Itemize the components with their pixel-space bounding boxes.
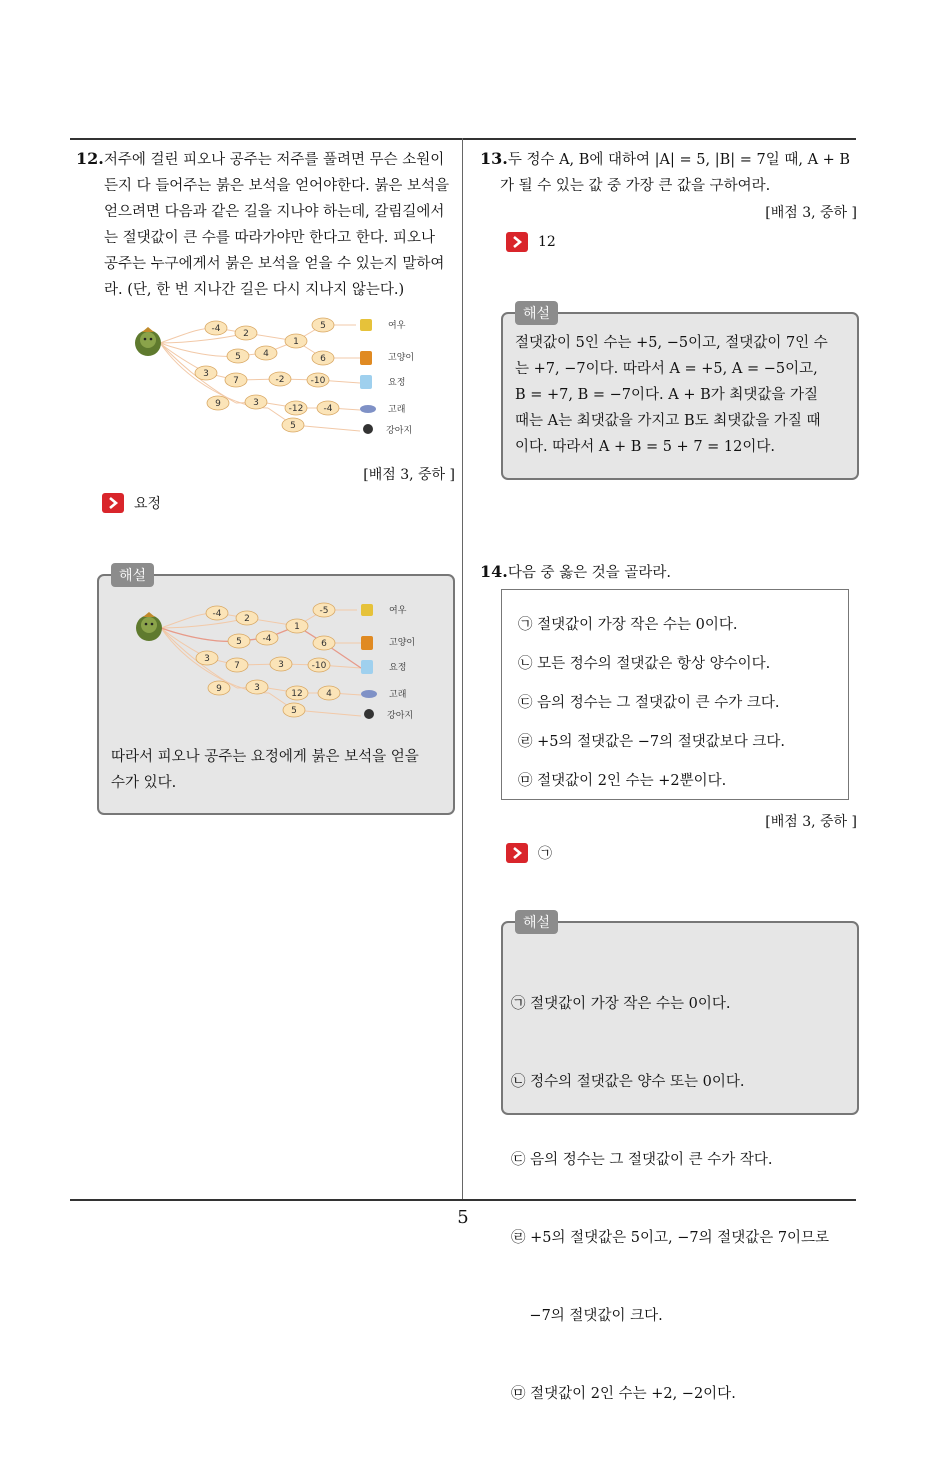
- question-12-answer: [102, 493, 161, 513]
- question-number: 14.: [480, 562, 508, 581]
- svg-text:고양이: 고양이: [388, 353, 415, 363]
- path-node-label: 1: [293, 337, 299, 347]
- question-12-meta: [배점 3, 중하 ]: [363, 467, 455, 483]
- svg-text:고래: 고래: [389, 690, 407, 700]
- question-14-explanation: [501, 915, 859, 1402]
- path-node-label: -4: [212, 609, 222, 619]
- path-node-label: 3: [278, 660, 284, 670]
- choice-item: ㉡ 모든 정수의 절댓값은 항상 양수이다.: [518, 656, 771, 672]
- question-14-choices: [501, 589, 849, 800]
- fairy-icon: [361, 660, 406, 674]
- question-number: 12.: [76, 149, 104, 168]
- path-diagram: [128, 313, 428, 443]
- path-node-label: 3: [204, 654, 210, 664]
- fairy-icon: [360, 375, 405, 389]
- cat-icon: [361, 636, 415, 650]
- path-node-label: -12: [288, 404, 304, 414]
- path-node-label: 5: [291, 706, 297, 716]
- question-12-line-1: 12.저주에 걸린 피오나 공주는 저주를 풀려면 무슨 소원이: [76, 149, 445, 168]
- path-node-label: 5: [290, 421, 296, 431]
- answer-arrow-icon: [102, 493, 124, 513]
- question-13-answer: [506, 232, 556, 252]
- question-12-explanation: [97, 568, 455, 815]
- path-node-label: 7: [234, 661, 240, 671]
- answer-text: 요정: [134, 496, 162, 512]
- question-12-line-6: 라. (단, 한 번 지나간 길은 다시 지나지 않는다.): [104, 282, 405, 298]
- path-node-label: -5: [319, 606, 329, 616]
- question-14-prompt: 다음 중 옳은 것을 골라라.: [507, 565, 671, 581]
- explanation-body: [515, 330, 849, 460]
- explanation-line: 이다. 따라서 A + B = 5 + 7 = 12이다.: [515, 439, 775, 455]
- question-12-line-2: 든지 다 들어주는 붉은 보석을 얻어야한다. 붉은 보석을: [104, 178, 450, 194]
- path-node-label: 3: [253, 398, 259, 408]
- dog-icon: [363, 424, 412, 436]
- princess-fiona: [136, 612, 162, 641]
- choice-item: ㉢ 음의 정수는 그 절댓값이 큰 수가 크다.: [518, 695, 780, 711]
- path-node-label: 6: [321, 639, 327, 649]
- explanation-tag: 해설: [515, 910, 558, 934]
- choice-item: ㉣ +5의 절댓값은 −7의 절댓값보다 크다.: [518, 734, 785, 750]
- explanation-body: [511, 939, 851, 1459]
- question-13: [480, 146, 860, 199]
- explanation-line: 수가 있다.: [111, 775, 177, 791]
- question-13-line-1: 13.두 정수 A, B에 대하여 |A| = 5, |B| = 7일 때, A + B: [480, 149, 851, 168]
- path-node-label: 6: [320, 354, 326, 364]
- answer-text: ㉠: [538, 846, 552, 862]
- explanation-tag: 해설: [515, 301, 558, 325]
- path-node-label: 4: [326, 689, 332, 699]
- whale-icon: [360, 403, 405, 415]
- explanation-line: ㉡ 정수의 절댓값은 양수 또는 0이다.: [511, 1074, 745, 1090]
- path-node-label: -2: [275, 375, 285, 385]
- svg-text:요정: 요정: [388, 378, 406, 388]
- question-12-line-4: 는 절댓값이 큰 수를 따라가야만 한다고 한다. 피오나: [104, 230, 436, 246]
- path-node-label: -10: [311, 661, 327, 671]
- question-14-answer: [506, 843, 552, 863]
- explanation-line: ㉣ +5의 절댓값은 5이고, −7의 절댓값은 7이므로: [511, 1230, 830, 1246]
- path-node-label: -4: [323, 404, 333, 414]
- column-divider: [462, 138, 463, 1201]
- question-number: 13.: [480, 149, 508, 168]
- question-14: [480, 559, 860, 586]
- path-diagram-solution: [129, 598, 429, 728]
- choice-item: ㉠ 절댓값이 가장 작은 수는 0이다.: [518, 617, 738, 633]
- path-node-label: -4: [211, 324, 221, 334]
- question-14-meta: [배점 3, 중하 ]: [765, 814, 857, 830]
- explanation-line: −7의 절댓값이 크다.: [511, 1308, 663, 1324]
- svg-text:강아지: 강아지: [386, 426, 413, 436]
- svg-text:여우: 여우: [388, 321, 406, 331]
- path-node-label: -4: [262, 634, 272, 644]
- explanation-line: ㉢ 음의 정수는 그 절댓값이 큰 수가 작다.: [511, 1152, 773, 1168]
- answer-arrow-icon: [506, 232, 528, 252]
- path-node-label: 9: [215, 399, 221, 409]
- path-node-label: 2: [243, 329, 249, 339]
- path-node-label: 5: [235, 352, 241, 362]
- top-rule: [70, 138, 856, 140]
- explanation-tag: 해설: [111, 563, 154, 587]
- question-13-explanation: [501, 306, 859, 480]
- svg-text:강아지: 강아지: [387, 711, 414, 721]
- svg-text:요정: 요정: [389, 663, 407, 673]
- path-node-label: 12: [291, 689, 303, 699]
- princess-fiona: [135, 327, 161, 356]
- svg-text:고래: 고래: [388, 405, 406, 415]
- svg-text:여우: 여우: [389, 606, 407, 616]
- path-node-label: 9: [216, 684, 222, 694]
- svg-text:고양이: 고양이: [389, 638, 416, 648]
- explanation-line: ㉤ 절댓값이 2인 수는 +2, −2이다.: [511, 1386, 736, 1402]
- path-node-label: 5: [320, 321, 326, 331]
- choice-item: ㉤ 절댓값이 2인 수는 +2뿐이다.: [518, 773, 727, 789]
- path-node-label: 4: [263, 349, 269, 359]
- path-node-label: 1: [294, 622, 300, 632]
- question-13-line-2: 가 될 수 있는 값 중 가장 큰 값을 구하여라.: [500, 178, 771, 194]
- path-node-label: 7: [233, 376, 239, 386]
- path-node-label: 2: [244, 614, 250, 624]
- dog-icon: [364, 709, 413, 721]
- path-node-label: 3: [203, 369, 209, 379]
- path-node-label: 3: [254, 683, 260, 693]
- page-number: 5: [457, 1207, 469, 1228]
- explanation-line: ㉠ 절댓값이 가장 작은 수는 0이다.: [511, 996, 731, 1012]
- path-node-label: -10: [310, 376, 326, 386]
- whale-icon: [361, 688, 406, 700]
- answer-arrow-icon: [506, 843, 528, 863]
- explanation-line: B = +7, B = −7이다. A + B가 최댓값을 가질: [515, 387, 819, 403]
- question-12-line-3: 얻으려면 다음과 같은 길을 지나야 하는데, 갈림길에서: [104, 204, 445, 220]
- question-12-line-5: 공주는 누구에게서 붉은 보석을 얻을 수 있는지 말하여: [104, 256, 445, 272]
- answer-text: 12: [538, 234, 556, 250]
- question-13-meta: [배점 3, 중하 ]: [765, 205, 857, 221]
- explanation-line: 는 +7, −7이다. 따라서 A = +5, A = −5이고,: [515, 361, 818, 377]
- cat-icon: [360, 351, 414, 365]
- explanation-body: [111, 744, 441, 796]
- explanation-line: 따라서 피오나 공주는 요정에게 붉은 보석을 얻을: [111, 749, 419, 765]
- explanation-line: 때는 A는 최댓값을 가지고 B도 최댓값을 가질 때: [515, 413, 821, 429]
- fox-icon: [360, 319, 406, 331]
- fox-icon: [361, 604, 407, 616]
- question-12: [76, 146, 456, 303]
- explanation-line: 절댓값이 5인 수는 +5, −5이고, 절댓값이 7인 수: [515, 335, 828, 351]
- path-node-label: 5: [236, 637, 242, 647]
